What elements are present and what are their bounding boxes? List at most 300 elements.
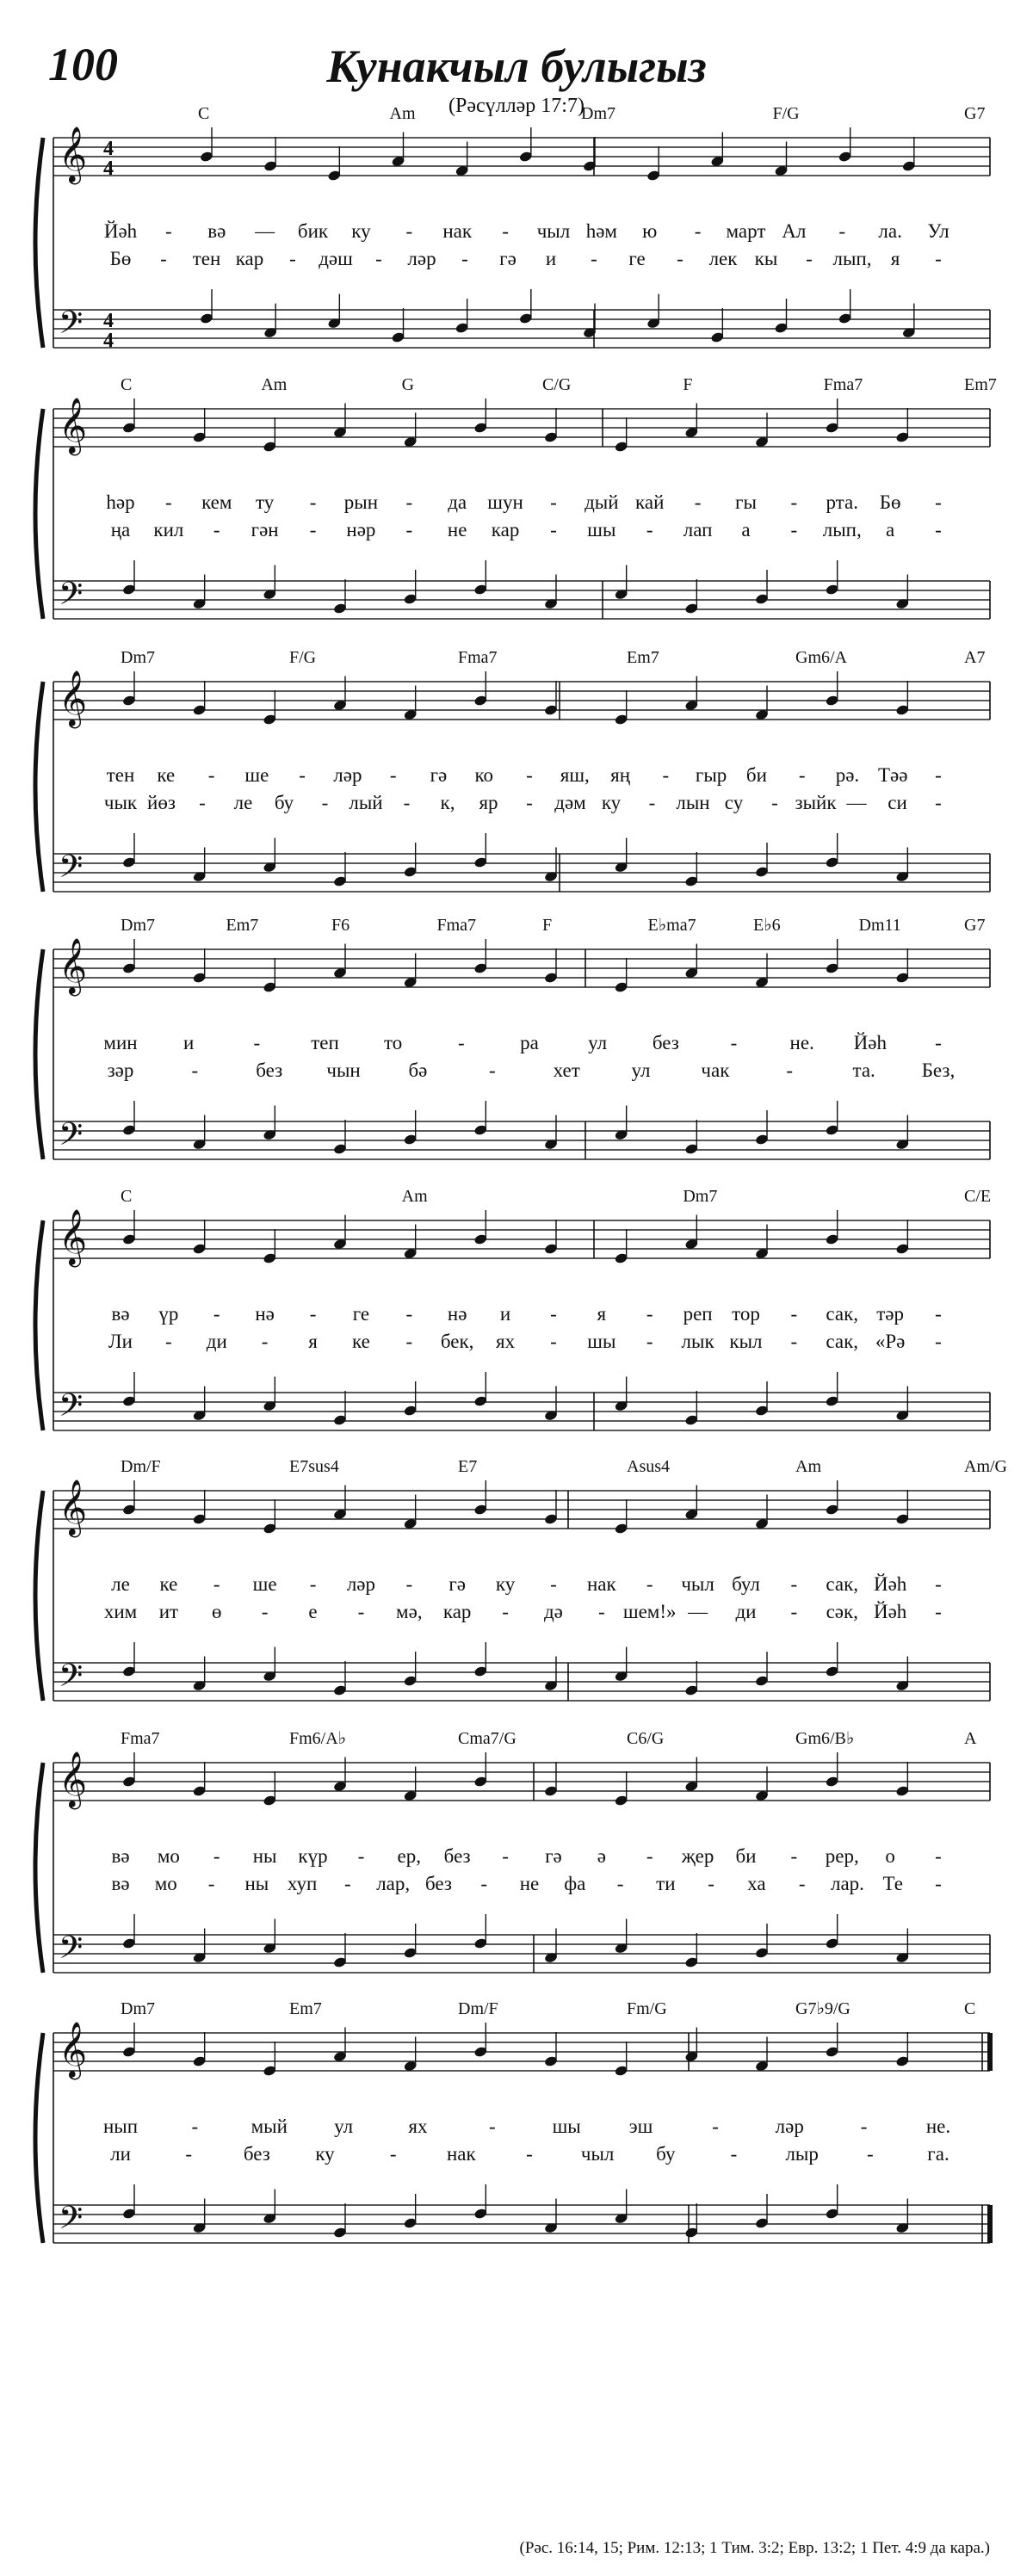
chord-symbol: Am [389, 104, 416, 123]
lyric-verse-1: би [745, 764, 767, 786]
lyric-verse-2: - [616, 1873, 624, 1894]
lyric-verse-1: - [550, 491, 557, 513]
lyric-verse-1: бул [732, 1573, 760, 1595]
system-bracket [35, 949, 43, 1159]
system-bracket [35, 1763, 43, 1973]
chord-symbol: C/E [964, 1187, 992, 1206]
lyric-verse-1: ла. [878, 220, 902, 242]
lyric-verse-2: - [199, 792, 206, 813]
chord-symbol: E♭6 [753, 916, 781, 935]
lyric-verse-1: - [790, 1573, 798, 1595]
lyric-verse-1: нак [442, 220, 473, 242]
lyric-verse-1: эш [628, 2116, 653, 2137]
lyric-verse-2: си [888, 792, 907, 813]
lyric-verse-1: - [389, 764, 397, 786]
lyric-verse-2: - [502, 1601, 509, 1622]
lyric-verse-1: һәр [106, 491, 135, 513]
lyric-verse-1: нә [255, 1303, 275, 1325]
chord-symbol: C [121, 1187, 133, 1206]
lyric-verse-1: гы [735, 491, 757, 513]
lyric-verse-1: - [405, 1303, 413, 1325]
lyric-verse-1: ләр [346, 1573, 376, 1595]
lyric-verse-2: ти [656, 1873, 676, 1894]
lyric-verse-2: я [890, 248, 900, 269]
lyric-verse-2: зыйк [795, 792, 837, 813]
lyric-verse-2: е [308, 1601, 318, 1622]
chord-symbol: G7 [964, 104, 986, 123]
lyric-verse-1: и [183, 1032, 195, 1053]
lyric-verse-1: - [646, 1573, 653, 1595]
lyric-verse-2: мо [154, 1873, 177, 1894]
lyric-verse-2: не [519, 1873, 540, 1894]
lyric-verse-1: - [646, 1303, 653, 1325]
chord-symbol: Fm/G [627, 1999, 667, 2018]
lyric-verse-2: бек, [440, 1331, 474, 1352]
lyric-verse-1: - [309, 1303, 317, 1325]
chord-symbol: Gm6/B♭ [795, 1729, 855, 1748]
lyric-verse-1: нак [586, 1573, 616, 1595]
lyric-verse-2: - [935, 792, 942, 813]
chord-symbol: Fma7 [458, 648, 498, 667]
lyric-verse-1: тәр [876, 1303, 905, 1325]
system-bracket [35, 682, 43, 892]
lyric-verse-2: - [550, 519, 557, 541]
lyric-verse-2: га. [927, 2143, 949, 2165]
lyric-verse-1: - [213, 1303, 220, 1325]
lyric-verse-1: Йәһ [853, 1032, 887, 1053]
scripture-reference: (Рәсүлләр 17:7) [448, 95, 585, 117]
lyric-verse-1: и [499, 1303, 511, 1325]
lyric-verse-2: - [597, 1601, 605, 1622]
lyric-verse-1: - [191, 2116, 199, 2137]
footer-references: (Рәс. 16:14, 15; Рим. 12:13; 1 Тим. 3:2; Евр. 13:2; 1 Пет. 4:9 да кара.) [519, 2539, 990, 2557]
lyric-verse-2: ку [601, 792, 622, 813]
chord-symbol: Dm7 [581, 104, 615, 123]
lyric-verse-1: тор [732, 1303, 760, 1325]
lyric-verse-1: гыр [695, 764, 727, 786]
chord-symbol: Am/G [964, 1457, 1007, 1476]
lyric-verse-2: - [550, 1331, 557, 1352]
lyric-verse-2: - [771, 792, 778, 813]
lyric-verse-2: - [730, 2143, 738, 2165]
lyric-verse-2: кар [442, 1601, 472, 1622]
lyric-verse-2: без [243, 2143, 270, 2165]
chord-symbol: Dm7 [683, 1187, 718, 1206]
lyric-verse-2: - [935, 1331, 942, 1352]
bass-clef-icon: 𝄢 [59, 2201, 84, 2243]
treble-clef-icon: 𝄞 [59, 1753, 88, 1807]
lyric-verse-2: нәр [346, 519, 376, 541]
lyric-verse-1: шы [552, 2116, 581, 2137]
lyric-verse-2: - [160, 248, 167, 269]
lyric-verse-2: лып, [832, 248, 872, 269]
lyric-verse-2: гән [251, 519, 279, 541]
chord-symbol: Em7 [964, 375, 997, 394]
lyric-verse-1: Ал [782, 220, 807, 242]
lyric-verse-1: - [730, 1032, 738, 1053]
system-bracket [35, 1220, 43, 1430]
chord-symbol: Fma7 [436, 916, 477, 935]
chord-symbol: Dm/F [121, 1457, 161, 1476]
chord-symbol: Am [401, 1187, 428, 1206]
system-bracket [35, 138, 43, 348]
lyric-verse-2: хуп [287, 1873, 318, 1894]
lyric-verse-1: чыл [536, 220, 571, 242]
lyric-verse-1: ә [597, 1845, 606, 1867]
lyric-verse-2: - [261, 1331, 269, 1352]
lyric-verse-2: ге [628, 248, 646, 269]
lyric-verse-2: без [424, 1873, 452, 1894]
chord-symbol: E7sus4 [289, 1457, 339, 1476]
bass-clef-icon: 𝄢 [59, 577, 84, 619]
lyric-verse-1: - [838, 220, 846, 242]
chord-symbol: Dm7 [121, 648, 155, 667]
lyric-verse-2: - [646, 519, 653, 541]
lyric-verse-1: ко [474, 764, 493, 786]
lyric-verse-2: — [688, 1601, 708, 1622]
lyric-verse-2: чыл [580, 2143, 615, 2165]
lyric-verse-2: та. [852, 1059, 875, 1081]
lyric-verse-2: лек [708, 248, 738, 269]
lyric-verse-1: - [526, 764, 533, 786]
chord-symbol: G [401, 375, 415, 394]
lyric-verse-1: тен [106, 764, 135, 786]
lyric-verse-2: ди [206, 1331, 227, 1352]
lyric-verse-2: вә [111, 1873, 130, 1894]
lyric-verse-2: ны [244, 1873, 269, 1894]
lyric-verse-1: мый [251, 2116, 288, 2137]
lyric-verse-1: гә [545, 1845, 562, 1867]
lyric-verse-1: чыл [681, 1573, 714, 1595]
lyric-verse-2: - [321, 792, 329, 813]
lyric-verse-2: - [798, 1873, 806, 1894]
lyric-verse-2: хим [103, 1601, 138, 1622]
lyric-verse-1: реп [683, 1303, 713, 1325]
system-bracket [35, 409, 43, 619]
lyric-verse-2: ку [315, 2143, 335, 2165]
lyric-verse-1: ке [157, 764, 176, 786]
lyric-verse-1: - [405, 491, 413, 513]
chord-symbol: C [964, 1999, 976, 2018]
lyric-verse-1: вә [111, 1303, 130, 1325]
hymn-number: 100 [48, 39, 118, 90]
lyric-verse-2: - [866, 2143, 874, 2165]
lyric-verse-2: - [526, 2143, 533, 2165]
lyric-verse-2: - [648, 792, 656, 813]
lyric-verse-1: - [646, 1845, 653, 1867]
lyric-verse-2: - [405, 1331, 413, 1352]
lyric-verse-1: рта. [826, 491, 858, 513]
lyric-verse-2: ләр [407, 248, 436, 269]
chord-symbol: Dm11 [858, 916, 901, 935]
lyric-verse-2: су [724, 792, 744, 813]
treble-clef-icon: 𝄞 [59, 128, 88, 182]
lyric-verse-1: Йәһ [103, 220, 138, 242]
chord-symbol: C [121, 375, 133, 394]
lyric-verse-1: вә [111, 1845, 130, 1867]
lyric-verse-2: - [786, 1059, 794, 1081]
lyric-verse-2: - [403, 792, 411, 813]
lyric-verse-2: - [677, 248, 684, 269]
lyric-verse-2: нак [446, 2143, 476, 2165]
lyric-verse-1: ләр [333, 764, 362, 786]
bass-clef-icon: 𝄢 [59, 1659, 84, 1701]
chord-symbol: Fma7 [823, 375, 863, 394]
treble-clef-icon: 𝄞 [59, 1211, 88, 1264]
lyric-verse-2: ө [212, 1601, 222, 1622]
lyric-verse-1: яш, [560, 764, 590, 786]
bass-clef-icon: 𝄢 [59, 306, 84, 348]
lyric-verse-1: - [207, 764, 215, 786]
lyric-verse-2: шы [587, 519, 616, 541]
lyric-verse-1: - [935, 1573, 942, 1595]
lyric-verse-1: ю [642, 220, 658, 242]
lyric-verse-2: дә [543, 1601, 563, 1622]
lyric-verse-1: кем [201, 491, 232, 513]
lyric-verse-2: - [591, 248, 597, 269]
lyric-verse-1: - [790, 1303, 798, 1325]
lyric-verse-2: бу [274, 792, 294, 813]
lyric-verse-1: - [309, 491, 317, 513]
lyric-verse-2: кыл [729, 1331, 763, 1352]
chord-symbol: Am [795, 1457, 821, 1476]
lyric-verse-2: - [185, 2143, 193, 2165]
lyric-verse-1: ләр [775, 2116, 804, 2137]
lyric-verse-2: - [461, 248, 468, 269]
chord-symbol: Em7 [226, 916, 259, 935]
lyric-verse-2: - [289, 248, 296, 269]
lyric-verse-1: Бө [879, 491, 901, 513]
lyric-verse-1: - [935, 1032, 942, 1053]
treble-clef-icon: 𝄞 [59, 399, 88, 453]
lyric-verse-2: - [646, 1331, 653, 1352]
lyric-verse-2: а [741, 519, 751, 541]
lyric-verse-2: - [375, 248, 382, 269]
lyric-verse-1: - [935, 1845, 942, 1867]
lyric-verse-2: лар, [376, 1873, 411, 1894]
lyric-verse-2: ха [747, 1873, 766, 1894]
lyric-verse-2: лап [683, 519, 713, 541]
lyric-verse-2: дәш [319, 248, 353, 269]
lyric-verse-1: - [860, 2116, 868, 2137]
lyric-verse-1: ше [252, 1573, 277, 1595]
lyric-verse-2: мә, [396, 1601, 423, 1622]
lyric-verse-2: - [191, 1059, 199, 1081]
bass-clef-icon: 𝄢 [59, 1930, 84, 1973]
lyric-verse-2: сак, [826, 1331, 859, 1352]
lyric-verse-1: Йәһ [873, 1573, 907, 1595]
lyric-verse-1: ге [352, 1303, 370, 1325]
lyric-verse-2: фа [564, 1873, 586, 1894]
lyric-verse-1: - [550, 1303, 557, 1325]
lyric-verse-2: не [447, 519, 467, 541]
lyric-verse-1: без [652, 1032, 679, 1053]
lyric-verse-1: Ул [927, 220, 949, 242]
lyric-verse-1: бик [297, 220, 329, 242]
lyric-verse-2: шы [587, 1331, 616, 1352]
lyric-verse-1: би [735, 1845, 757, 1867]
lyric-verse-2: ли [110, 2143, 131, 2165]
chord-symbol: E7 [458, 1457, 478, 1476]
lyric-verse-2: бу [656, 2143, 676, 2165]
lyric-verse-2: кар [491, 519, 520, 541]
lyric-verse-1: - [790, 491, 798, 513]
lyric-verse-2: Те [882, 1873, 903, 1894]
lyric-verse-2: лыр [785, 2143, 819, 2165]
lyric-verse-1: - [253, 1032, 261, 1053]
lyric-verse-2: ке [352, 1331, 370, 1352]
lyric-verse-1: - [488, 2116, 496, 2137]
chord-symbol: F6 [331, 916, 350, 935]
lyric-verse-1: ер, [397, 1845, 422, 1867]
lyric-verse-1: - [165, 491, 172, 513]
chord-symbol: Dm/F [458, 1999, 498, 2018]
lyric-verse-2: Без, [921, 1059, 956, 1081]
lyric-verse-2: ле [233, 792, 253, 813]
lyric-verse-1: теп [311, 1032, 339, 1053]
lyric-verse-2: кил [153, 519, 184, 541]
lyric-verse-2: а [886, 519, 895, 541]
lyric-verse-2: - [790, 519, 798, 541]
lyric-verse-1: күр [298, 1845, 328, 1867]
lyric-verse-2: тен [192, 248, 221, 269]
chord-symbol: Fma7 [121, 1729, 160, 1748]
lyric-verse-2: ит [158, 1601, 179, 1622]
lyric-verse-1: нып [102, 2116, 139, 2137]
lyric-verse-1: - [662, 764, 670, 786]
lyric-verse-1: - [405, 1573, 413, 1595]
lyric-verse-1: - [502, 220, 509, 242]
lyric-verse-2: - [790, 1601, 798, 1622]
lyric-verse-2: лый [349, 792, 383, 813]
bass-clef-icon: 𝄢 [59, 1388, 84, 1430]
chord-symbol: G7♭9/G [795, 1999, 851, 2018]
chord-symbol: E♭ma7 [647, 916, 696, 935]
lyric-verse-1: о [885, 1845, 895, 1867]
lyric-verse-1: рын [343, 491, 379, 513]
lyric-verse-2: зәр [107, 1059, 134, 1081]
lyric-verse-1: мо [157, 1845, 180, 1867]
lyric-verse-2: - [261, 1601, 269, 1622]
chord-symbol: Dm7 [121, 916, 155, 935]
time-signature-bottom: 4 [103, 158, 114, 180]
lyric-verse-1: ул [334, 2116, 354, 2137]
lyric-verse-1: гә [448, 1573, 467, 1595]
lyric-verse-1: гә [430, 764, 448, 786]
lyric-verse-1: - [712, 2116, 719, 2137]
lyric-verse-2: - [357, 1601, 365, 1622]
lyric-verse-1: ны [252, 1845, 277, 1867]
lyric-verse-2: лар. [830, 1873, 864, 1894]
chord-symbol: Cma7/G [458, 1729, 516, 1748]
lyric-verse-2: яр [479, 792, 498, 813]
lyric-verse-1: ку [351, 220, 371, 242]
lyric-verse-2: - [708, 1873, 714, 1894]
lyric-verse-1: - [935, 764, 942, 786]
lyric-verse-1: ше [244, 764, 269, 786]
lyric-verse-2: кар [235, 248, 264, 269]
lyric-verse-1: шун [487, 491, 523, 513]
chord-symbol: Em7 [289, 1999, 322, 2018]
chord-symbol: A7 [964, 648, 986, 667]
treble-clef-icon: 𝄞 [59, 940, 88, 993]
lyric-verse-1: - [165, 220, 172, 242]
lyric-verse-1: ул [588, 1032, 608, 1053]
lyric-verse-2: «Рә [875, 1331, 906, 1352]
lyric-verse-1: - [309, 1573, 317, 1595]
chord-symbol: F [683, 375, 693, 394]
chord-symbol: Am [261, 375, 288, 394]
lyric-verse-1: - [299, 764, 306, 786]
lyric-verse-1: - [935, 1303, 942, 1325]
lyric-verse-1: - [213, 1573, 220, 1595]
lyric-verse-1: не. [789, 1032, 814, 1053]
chord-symbol: Dm7 [121, 1999, 155, 2018]
lyric-verse-2: — [846, 792, 867, 813]
lyric-verse-1: рә. [835, 764, 860, 786]
lyric-verse-1: - [790, 1845, 798, 1867]
lyric-verse-1: да [448, 491, 467, 513]
lyric-verse-2: - [344, 1873, 351, 1894]
chord-symbol: C6/G [627, 1729, 665, 1748]
chord-symbol: Em7 [627, 648, 659, 667]
lyric-verse-1: кай [635, 491, 665, 513]
lyric-verse-1: - [935, 491, 942, 513]
lyric-verse-2: ях [496, 1331, 516, 1352]
bass-clef-icon: 𝄢 [59, 849, 84, 892]
lyric-verse-2: бә [408, 1059, 428, 1081]
lyric-verse-2: чык [103, 792, 138, 813]
lyric-verse-1: без [443, 1845, 471, 1867]
lyric-verse-1: ту [256, 491, 275, 513]
lyric-verse-1: ле [111, 1573, 130, 1595]
lyric-verse-2: гә [499, 248, 516, 269]
lyric-verse-1: не. [925, 2116, 951, 2137]
lyric-verse-2: - [806, 248, 813, 269]
lyric-verse-2: - [935, 519, 942, 541]
chord-symbol: C/G [542, 375, 572, 394]
lyric-verse-2: ди [735, 1601, 757, 1622]
chord-symbol: Fm6/A♭ [289, 1729, 347, 1748]
lyric-verse-2: - [526, 792, 533, 813]
lyric-verse-1: то [384, 1032, 403, 1053]
treble-clef-icon: 𝄞 [59, 2023, 88, 2077]
chord-symbol: C [198, 104, 210, 123]
lyric-verse-1: - [405, 220, 413, 242]
chord-symbol: Asus4 [627, 1457, 671, 1476]
lyric-verse-1: Тәә [877, 764, 908, 786]
lyric-verse-1: вә [207, 220, 226, 242]
lyric-verse-1: үр [158, 1303, 179, 1325]
chord-symbol: Gm6/A [795, 648, 847, 667]
lyric-verse-1: - [550, 1573, 557, 1595]
lyric-verse-2: - [405, 519, 413, 541]
lyric-verse-2: - [309, 519, 317, 541]
lyric-verse-2: - [389, 2143, 397, 2165]
bass-clef-icon: 𝄢 [59, 1117, 84, 1159]
treble-clef-icon: 𝄞 [59, 1481, 88, 1535]
chord-symbol: A [964, 1729, 977, 1748]
lyric-verse-2: шем!» [622, 1601, 677, 1622]
lyric-verse-1: җер [681, 1845, 714, 1867]
lyric-verse-1: — [255, 220, 275, 242]
lyric-verse-2: дәм [554, 792, 586, 813]
lyric-verse-2: я [308, 1331, 318, 1352]
lyric-verse-1: дый [585, 491, 619, 513]
lyric-verse-2: чак [701, 1059, 730, 1081]
lyric-verse-1: нә [447, 1303, 467, 1325]
lyric-verse-2: Бө [109, 248, 132, 269]
